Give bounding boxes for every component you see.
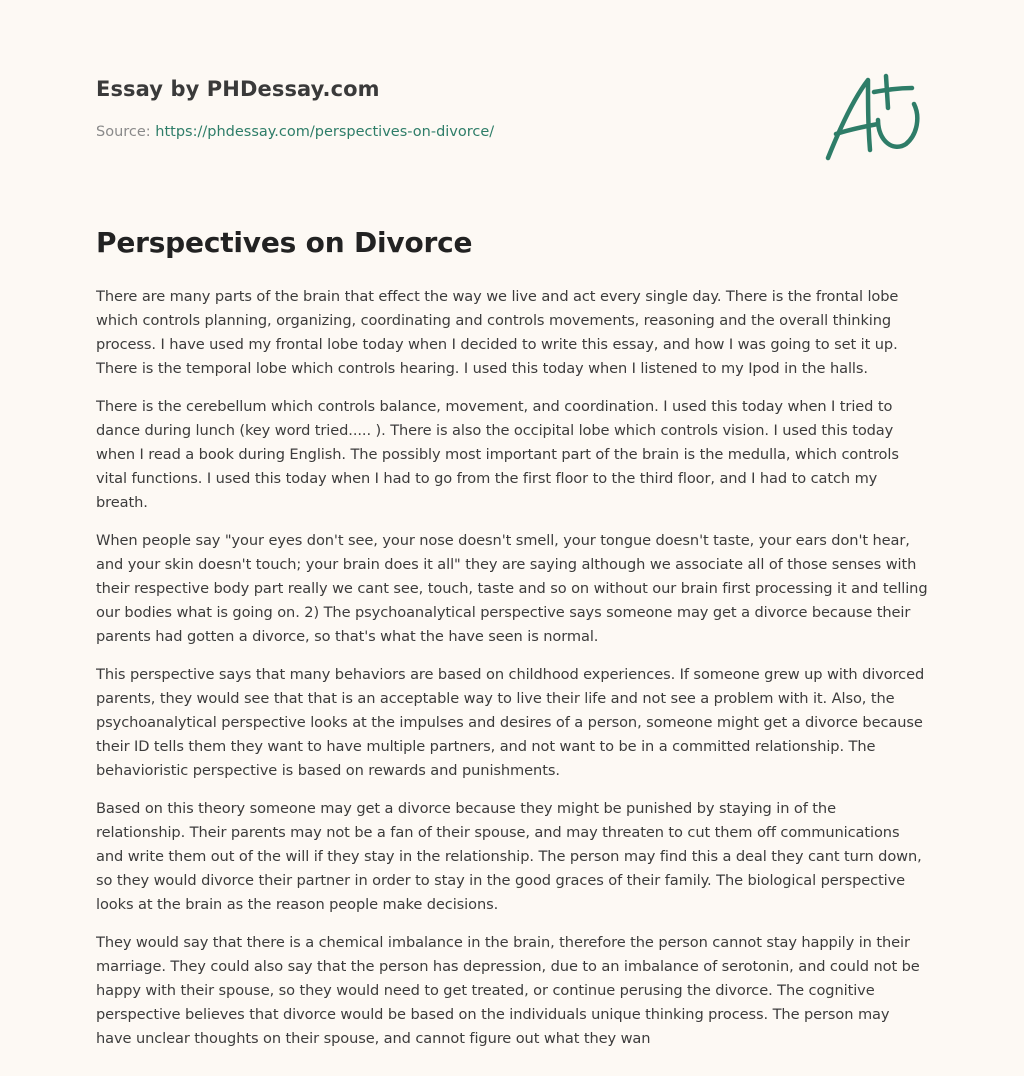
essay-paragraph: When people say "your eyes don't see, your nose doesn't smell, your tongue doesn't taste, your ears don't hear, and your skin doesn't touch; your brain does it all" they are saying although we associate all of those senses with their respective body part really we cant see, touch, taste and so on without our brain first processing it and telling our bodies what is going on. 2) The psychoanalytical perspective says someone may get a divorce because their parents had gotten a divorce, so that's what the have seen is normal. <box>96 532 928 645</box>
essay-paragraph: There is the cerebellum which controls balance, movement, and coordination. I used this today when I tried to dance during lunch (key word tried..... ). There is also the occipital lobe which controls vision. I used this today when I read a book during English. The possibly most important part of the brain is the medulla, which controls vital functions. I used this today when I had to go from the first floor to the third floor, and I had to catch my breath. <box>96 398 899 511</box>
a-plus-grade-icon <box>822 70 928 164</box>
source-label: Source: <box>96 124 151 140</box>
essay-paragraph: This perspective says that many behaviors are based on childhood experiences. If someone grew up with divorced parents, they would see that that is an acceptable way to live their life and not see a problem with it. Also, the psychoanalytical perspective looks at the impulses and desires of a person, someone might get a divorce because their ID tells them they want to have multiple partners, and not want to be in a committed relationship. The behavioristic perspective is based on rewards and punishments. <box>96 666 925 779</box>
site-title: Essay by PHDessay.com <box>96 77 380 101</box>
essay-paragraph: Based on this theory someone may get a divorce because they might be punished by staying in of the relationship. Their parents may not be a fan of their spouse, and may threaten to cut them off communications and write them out of the will if they stay in the relationship. The person may find this a deal they cant turn down, so they would divorce their partner in order to stay in the good graces of their family. The biological perspective looks at the brain as the reason people make decisions. <box>96 800 922 913</box>
essay-paragraph: There are many parts of the brain that effect the way we live and act every single day. There is the frontal lobe which controls planning, organizing, coordinating and controls movements, reasoning and the overall thinking process. I have used my frontal lobe today when I decided to write this essay, and how I was going to set it up. There is the temporal lobe which controls hearing. I used this today when I listened to my Ipod in the halls. <box>96 288 899 377</box>
essay-body <box>96 285 928 1065</box>
essay-paragraph: They would say that there is a chemical imbalance in the brain, therefore the person cannot stay happily in their marriage. They could also say that the person has depression, due to an imbalance of serotonin, and could not be happy with their spouse, so they would need to get treated, or continue perusing the divorce. The cognitive perspective believes that divorce would be based on the individuals unique thinking process. The person may have unclear thoughts on their spouse, and cannot figure out what they wan <box>96 934 920 1047</box>
essay-title: Perspectives on Divorce <box>96 226 473 259</box>
source-link[interactable]: https://phdessay.com/perspectives-on-divorce/ <box>155 124 495 140</box>
source-line <box>96 124 494 140</box>
